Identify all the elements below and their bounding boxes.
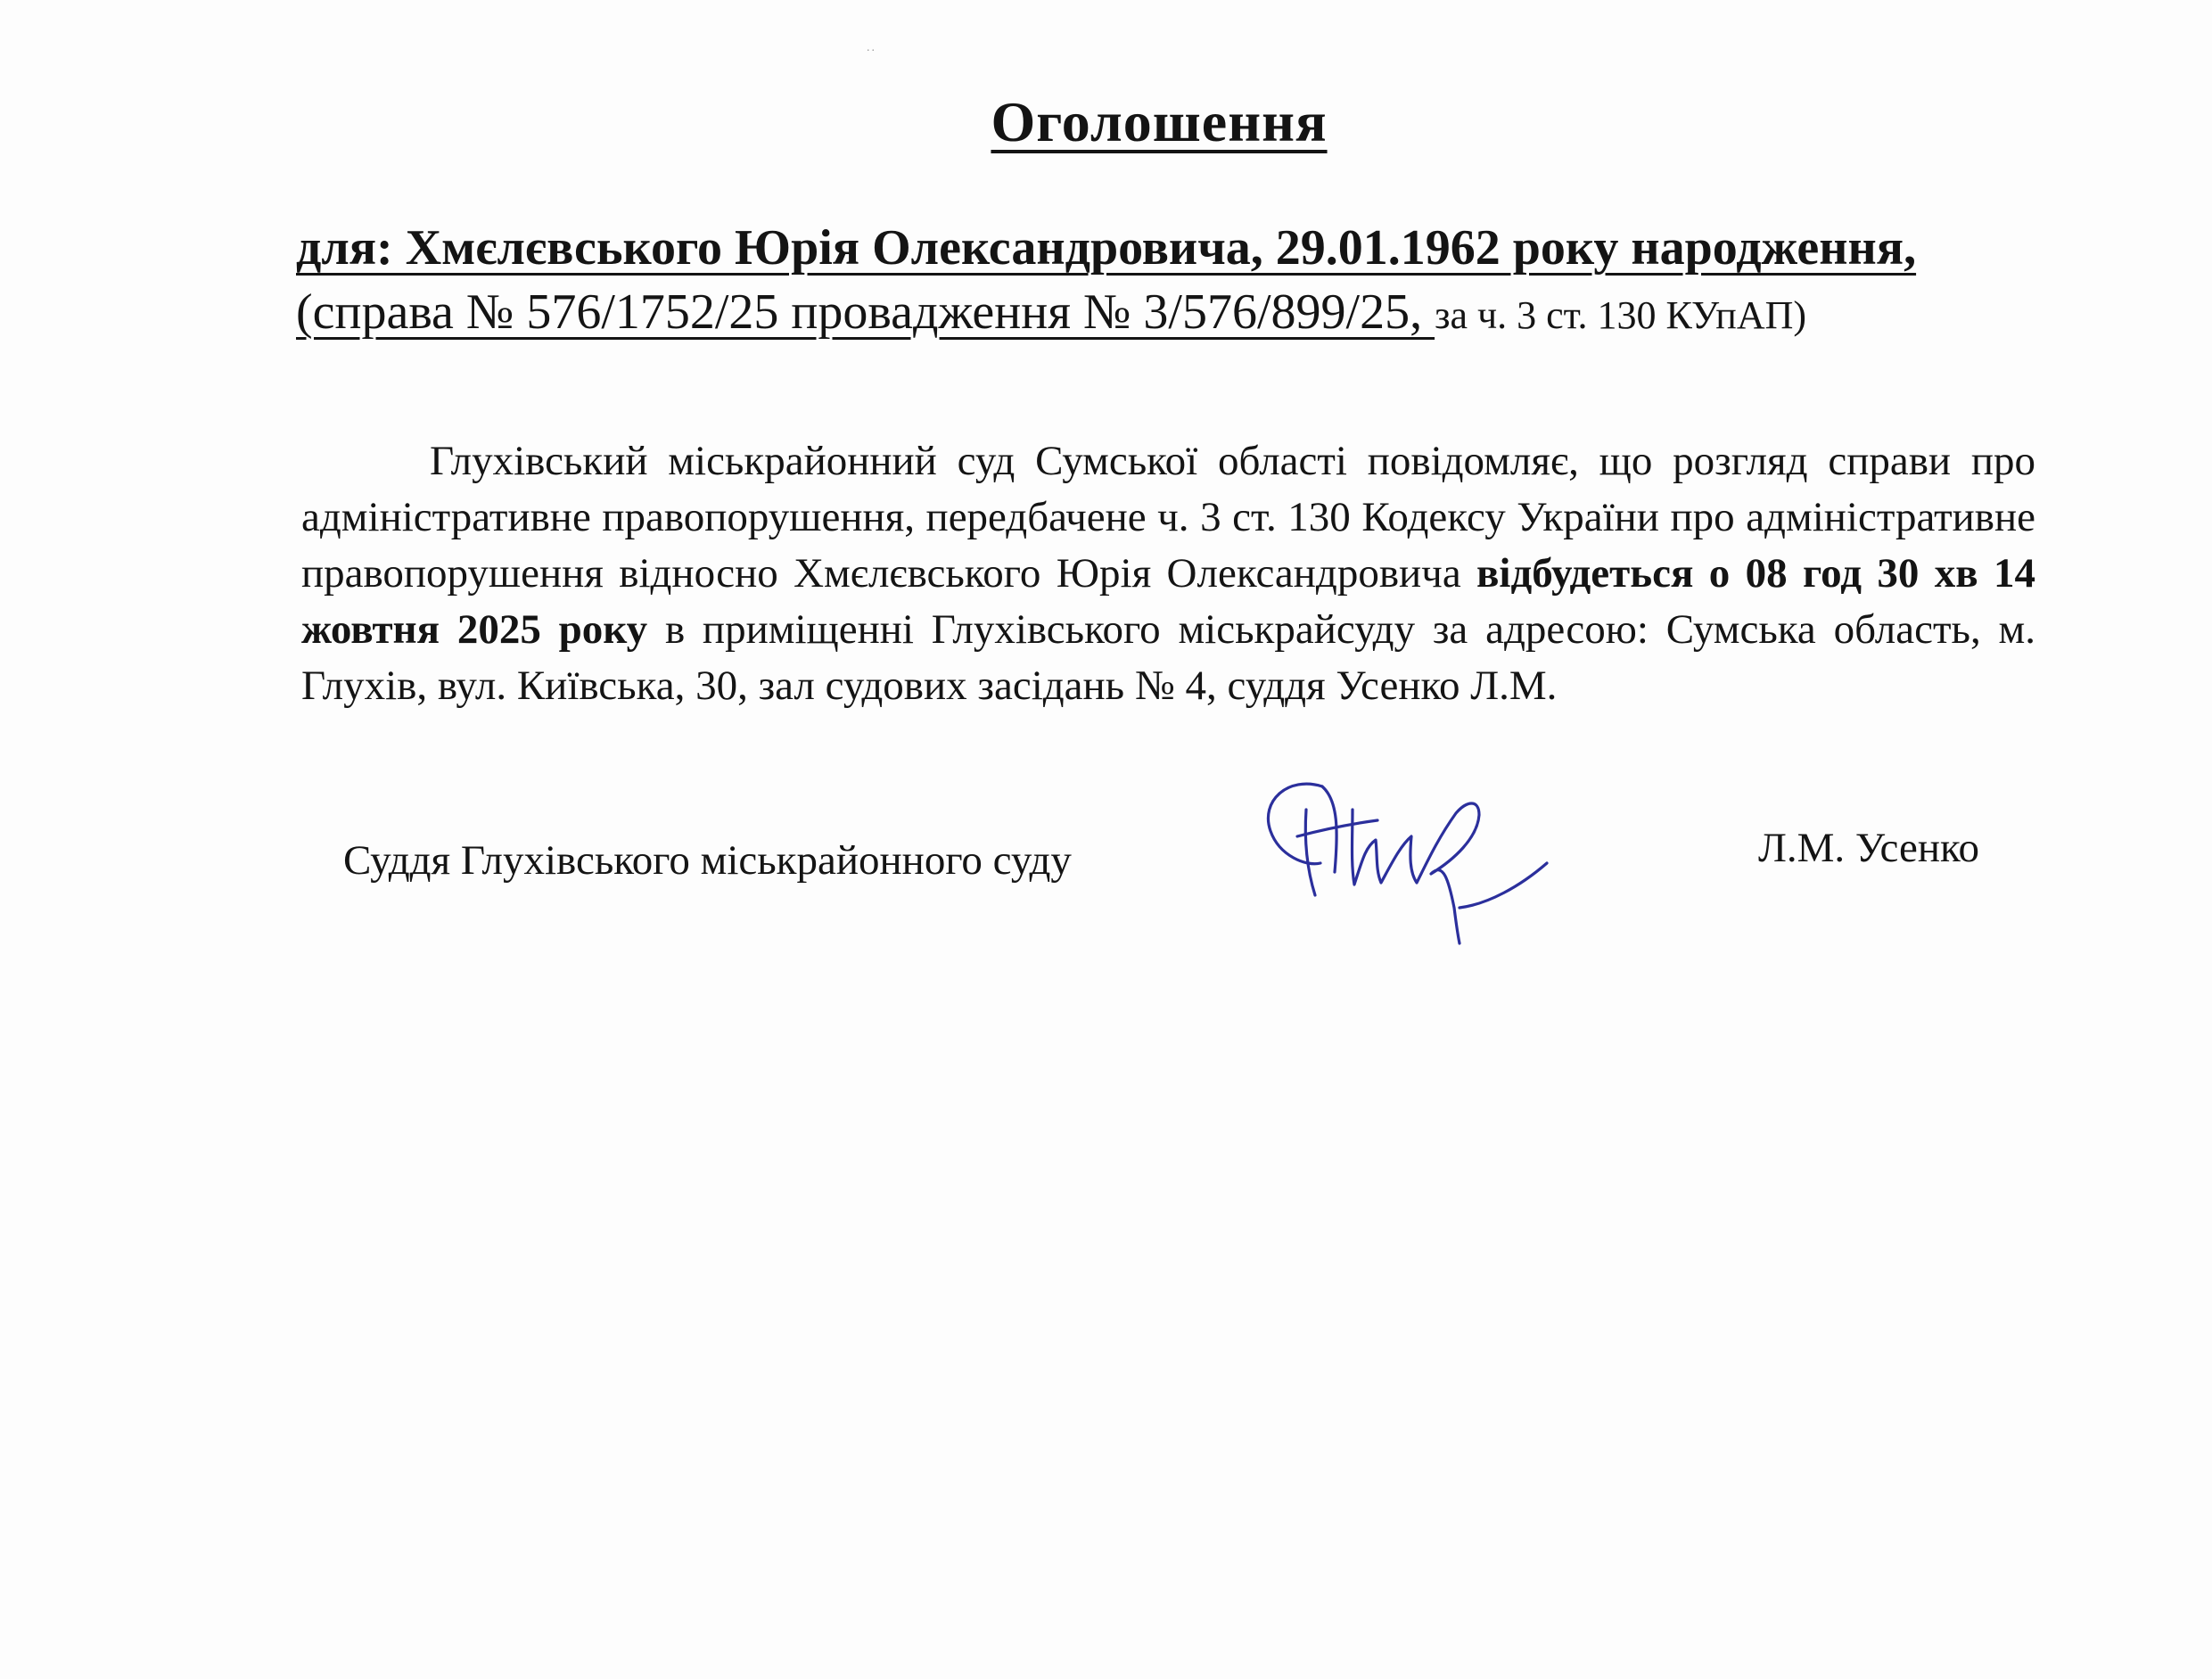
handwritten-signature: [1253, 774, 1574, 952]
case-number: (справа № 576/1752/25 провадження № 3/576/899/25,: [296, 284, 1435, 340]
addressee-line: для: Хмєлєвського Юрія Олександровича, 29.01.1962 року народження,: [296, 220, 1917, 276]
scan-speck: ..: [867, 41, 876, 54]
body-text-part2: в приміщенні Глухівського міськрайсуду за адресою: Сумська область, м. Глухів, вул. Київська, 30, зал судових засідань № 4, суддя Усенко Л.М.: [301, 606, 2035, 709]
case-line: [296, 284, 1806, 341]
document-title: Оголошення: [991, 90, 1328, 153]
case-article: за ч. 3 ст. 130 КУпАП): [1435, 293, 1807, 337]
hearing-date-time: відбудеться о 08 год 30 хв 14 жовтня 2025 року: [301, 550, 2036, 653]
body-text-part1: Глухівський міськрайонний суд Сумської області повідомляє, що розгляд справи про адміністративне правопорушення, передбачене ч. 3 ст. 130 Кодексу України про адміністративне правопорушення відносно Хмєлєвського Юрія Олександровича: [301, 438, 2035, 597]
judge-title: Суддя Глухівського міськрайонного суду: [343, 837, 1072, 884]
announcement-body: [301, 433, 2035, 714]
judge-name: Л.М. Усенко: [1758, 825, 1979, 871]
